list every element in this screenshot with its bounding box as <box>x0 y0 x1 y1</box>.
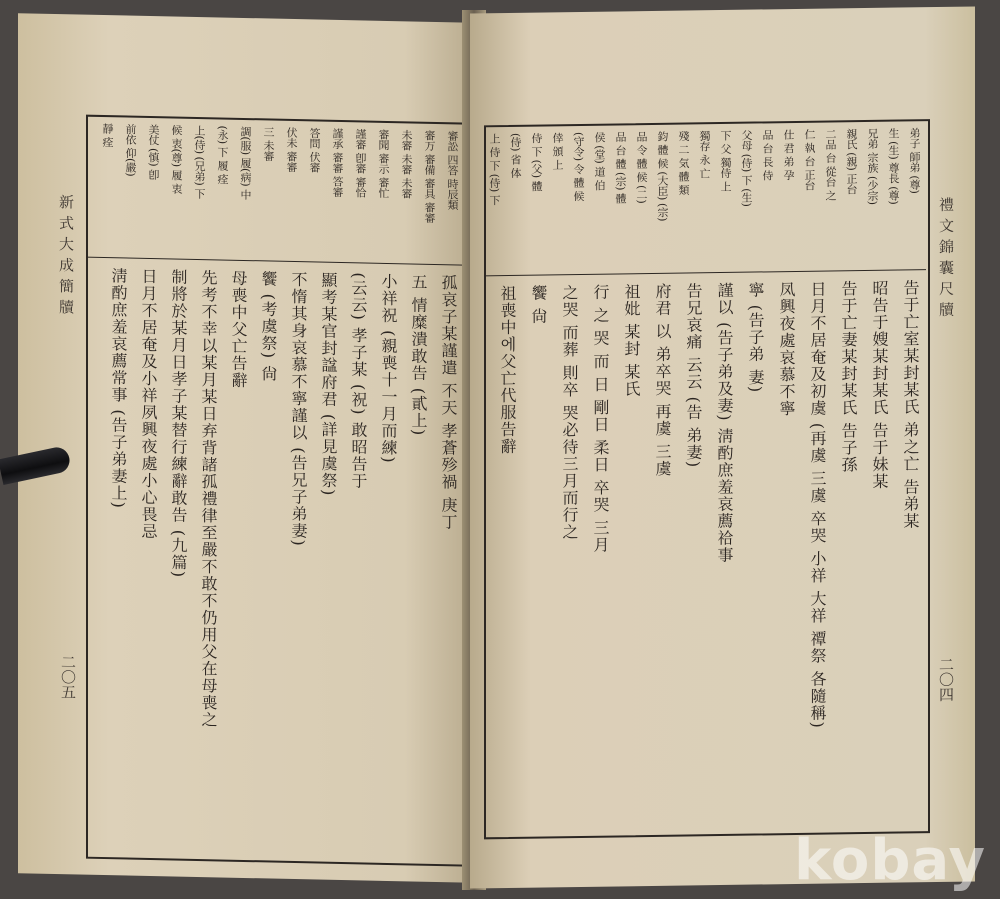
watermark-logo: kobay <box>794 828 986 893</box>
text-column: 日月不居奄及小祥夙興夜處小心畏忌 <box>139 267 158 541</box>
table-column: 殘 二 気 體 類 <box>677 130 690 196</box>
table-column: 調(服) 履(病) 中 <box>239 125 252 200</box>
text-column: 告于亡室某封某氏 弟之亡 告弟某 <box>901 279 920 530</box>
table-column: 倖 頒 上 <box>551 132 564 170</box>
table-column: 仕 君 弟 孕 <box>782 128 795 181</box>
table-column: 仁 執 台 正台 <box>803 128 816 191</box>
table-column: 生 (生) 尊長 (尊) <box>887 127 900 205</box>
text-column: 寧 (告子弟 妻) <box>746 281 765 394</box>
left-table <box>86 119 464 265</box>
table-column: 候 衷(尊) 履 衷 <box>170 124 183 194</box>
right-page-number: 二〇四 <box>937 656 955 703</box>
text-column: 謹以 (告子弟及妻) 淸酌庶羞哀薦祫事 <box>715 281 734 564</box>
table-column: 父母 (侍) 下 (生) <box>740 129 753 207</box>
left-body-text <box>86 263 464 859</box>
table-column: (守令) 令 體 候 <box>572 131 585 202</box>
table-column: 品 台 長 侍 <box>761 129 774 181</box>
table-column: 下 父 獨侍 上 <box>719 129 732 192</box>
text-column: 之哭 而葬 則卒 哭必待三月而行之 <box>560 284 579 541</box>
text-column: 顯考某官封諡府君 (詳見虞祭) <box>319 271 338 497</box>
text-column: 凤興夜處哀慕不寧 <box>777 280 796 418</box>
text-column: 小祥祝 (親喪十一月而練) <box>379 272 398 464</box>
text-column: 淸酌庶羞哀薦常事 (告子弟妻上) <box>109 267 128 510</box>
table-column: 上 侍 下 (侍) 下 <box>488 133 501 206</box>
text-column: 祖妣 某封 某氏 <box>622 283 641 398</box>
left-running-title: 新式大成簡牘 <box>57 194 75 321</box>
table-column: 二品 台 從台 之 <box>824 128 837 201</box>
table-column: (永) 下 履 痊 <box>216 125 229 185</box>
table-column: 品 台 體 (宗) 體 <box>614 131 627 204</box>
table-column: 前依 仰(嚴) <box>124 123 137 177</box>
table-column: 答問 伏審 <box>308 127 321 173</box>
text-column: 先考不幸以某月某日弃背諸孤禮律至嚴不敢不仍用父在母喪之 <box>199 269 218 729</box>
text-column: 制將於某月日孝子某替行練辭敢告 (九篇) <box>169 268 188 579</box>
text-column: 饗 尙 <box>529 284 548 325</box>
text-column: 不惰其身哀慕不寧謹以 (告兄子弟妻) <box>289 270 308 547</box>
table-column: 兄弟 宗族 (少宗) <box>866 127 879 205</box>
table-column: 三 未審 <box>262 126 275 162</box>
text-column: (云云) 孝子某 (祝) 敢昭告于 <box>349 272 368 490</box>
table-column: 審聞 審示 審忙 <box>377 128 390 199</box>
text-column: 昭告于嫂某封某氏 告于妹某 <box>870 279 889 491</box>
left-page <box>18 13 473 883</box>
table-column: 美仗 (慎) 卽 <box>147 123 160 180</box>
text-column: 府君 以 弟卒哭 再虞 三虞 <box>653 282 672 478</box>
right-running-title: 禮文錦囊尺牘 <box>937 196 955 324</box>
table-column: 親氏 (親) 正台 <box>845 128 858 195</box>
text-column: 行 之 哭 而 日 剛日 柔日 卒哭 三月 <box>591 283 610 554</box>
right-table <box>484 123 926 275</box>
text-column: 告兄哀痛 云云 (告 弟妻) <box>684 282 703 469</box>
table-column: 謹承 審審 答審 <box>331 127 344 198</box>
table-column: (侍) 省 体 <box>509 132 522 179</box>
text-column: 孤哀子某謹遣 不天 孝蒼殄禍 庚丁 <box>439 274 458 531</box>
right-page <box>470 6 975 888</box>
table-column: 未審 未審 未審 <box>400 129 413 199</box>
text-column: 母喪中父亡告辭 <box>229 269 248 390</box>
table-column: 侍 下 (父) 體 <box>530 132 543 192</box>
text-column: 祖喪中에父亡代服告辭 <box>498 284 517 456</box>
table-column: 上(侍) (兄弟) 下 <box>193 124 206 199</box>
table-column: 獨存 永 亡 <box>698 130 711 179</box>
table-column: 靜 痊 <box>101 122 114 148</box>
left-page-number: 二〇五 <box>59 654 77 700</box>
table-column: 審万 審備 審具 審審 <box>423 129 436 223</box>
table-column: 謹審 卽審 審恰 <box>354 128 367 198</box>
table-column: 審訟 四答 時辰類 <box>446 130 459 210</box>
table-column: 品 令 體 候 (二) <box>635 131 648 204</box>
text-column: 五 情糜潰敢告 (貳上) <box>409 273 428 437</box>
table-column: 伏未 審審 <box>285 126 298 173</box>
right-body-text <box>484 275 926 833</box>
text-column: 饗 (考虞祭) 尙 <box>259 270 278 383</box>
table-column: 鈞 體 候 (大臣) (宗) <box>656 130 669 222</box>
text-column: 日月不居奄及初虞 (再虞 三虞 卒哭 小祥 大祥 禫祭 各隨稱) <box>808 280 827 729</box>
table-column: 侯 (堂) 道 伯 <box>593 131 606 191</box>
text-column: 告于亡妻某封某氏 告子孫 <box>839 280 858 474</box>
table-column: 弟子 師弟 (尊) <box>908 127 921 194</box>
